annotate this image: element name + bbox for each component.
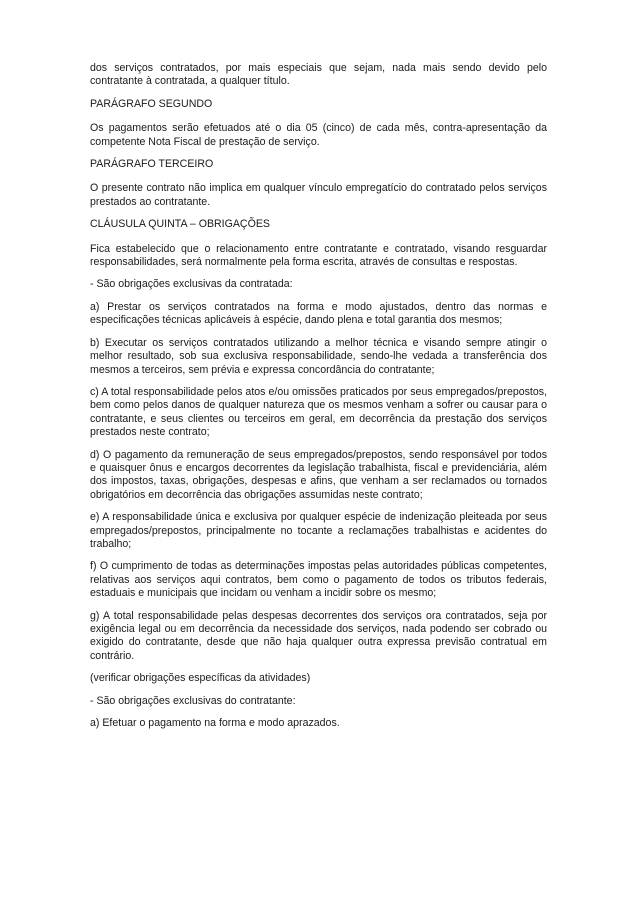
paragraph-continuation: dos serviços contratados, por mais especiais que sejam, nada mais sendo devido pelo contratante à contratada, a qualquer título. <box>90 62 547 88</box>
heading-paragrafo-segundo: PARÁGRAFO SEGUNDO <box>90 97 213 110</box>
paragraph-note: (verificar obrigações específicas da atividades) <box>90 672 311 685</box>
list-item-c: c) A total responsabilidade pelos atos e/ou omissões praticados por seus empregados/prepostos, bem como pelos danos de qualquer natureza que os mesmos venham a sofrer ou causar para o contratante, e seus clientes ou terceiros em geral, em decorrência da prestação dos serviços prestados neste contrato; <box>90 385 547 439</box>
list-item-contratante-a: a) Efetuar o pagamento na forma e modo aprazados. <box>90 717 340 730</box>
list-item-b: b) Executar os serviços contratados utilizando a melhor técnica e visando sempre atingir o melhor resultado, sob sua exclusiva responsabilidade, sendo-lhe vedada a transferência dos mesmos a terceiros, sem prévia e expressa concordância do contratante; <box>90 336 547 376</box>
heading-clausula-quinta: CLÁUSULA QUINTA – OBRIGAÇÕES <box>90 218 270 231</box>
document-body <box>90 62 547 739</box>
paragraph-pagamentos: Os pagamentos serão efetuados até o dia 05 (cinco) de cada mês, contra-apresentação da competente Nota Fiscal de prestação de serviço. <box>90 122 547 148</box>
paragraph-vinculo: O presente contrato não implica em qualquer vínculo empregatício do contratado pelos serviços prestados ao contratante. <box>90 182 547 208</box>
heading-paragrafo-terceiro: PARÁGRAFO TERCEIRO <box>90 158 214 171</box>
list-item-e: e) A responsabilidade única e exclusiva por qualquer espécie de indenização pleiteada por seus empregados/prepostos, principalmente no tocante a reclamações trabalhistas e acidentes do trabalho; <box>90 511 547 550</box>
list-item-d: d) O pagamento da remuneração de seus empregados/prepostos, sendo responsável por todos e quaisquer ônus e encargos decorrentes da legislação trabalhista, fiscal e previdenciária, além dos impostos, taxas, obrigações, despesas e afins, que venham a ser reclamados ou tornados obrigatórios em decorrência das obrigações assumidas neste contrato; <box>90 448 547 501</box>
paragraph-obrigacoes-contratante: - São obrigações exclusivas do contratante: <box>90 694 296 707</box>
list-item-a: a) Prestar os serviços contratados na forma e modo ajustados, dentro das normas e especificações técnicas aplicáveis à espécie, dando plena e total garantia dos mesmos; <box>90 300 547 327</box>
paragraph-obrigacoes-contratada: - São obrigações exclusivas da contratada: <box>90 278 293 291</box>
paragraph-relacionamento: Fica estabelecido que o relacionamento entre contratante e contratado, visando resguardar responsabilidades, será normalmente pela forma escrita, através de consultas e respostas. <box>90 242 547 269</box>
list-item-g: g) A total responsabilidade pelas despesas decorrentes dos serviços ora contratados, seja por exigência legal ou em decorrência da necessidade dos serviços, nada podendo ser cobrado ou exigido do contratante, desde que não haja qualquer outra expressa previsão contratual em contrário. <box>90 609 547 662</box>
list-item-f: f) O cumprimento de todas as determinações impostas pelas autoridades públicas competentes, relativas aos serviços aqui contratos, bem como o pagamento de todos os tributos federais, estaduais e municipais que incidam ou venham a incidir sobre os mesmo; <box>90 560 547 600</box>
